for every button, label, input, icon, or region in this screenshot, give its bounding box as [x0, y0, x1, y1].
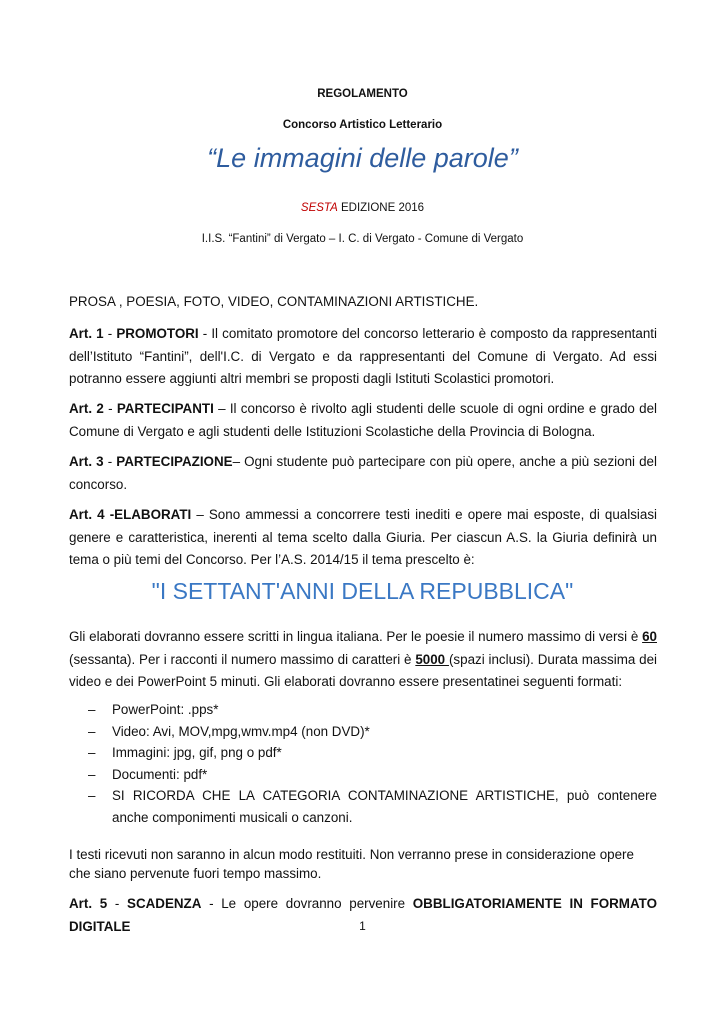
article-number: Art. 1 — [69, 326, 104, 341]
list-item — [88, 721, 657, 743]
max-characters: 5000 — [415, 651, 449, 667]
article-sep: - — [107, 896, 128, 911]
article-text: - Il comitato promotore del concorso letterario è composto da rappresentanti dell’Istituto “Fantini”, dell'I.C. di Vergato e da rappresentanti del Comune di Vergato. Ad essi potranno essere aggiunti altri membri se proposti dagli Istituti Scolastici promotori. — [69, 326, 657, 386]
organizers-line: I.I.S. “Fantini” di Vergato – I. C. di Vergato - Comune di Vergato — [201, 233, 524, 245]
article-2 — [69, 398, 657, 443]
sections-line: PROSA , POESIA, FOTO, VIDEO, CONTAMINAZIONI ARTISTICHE. — [69, 294, 479, 309]
list-item-text: Video: Avi, MOV,mpg,wmv.mp4 (non DVD)* — [112, 723, 370, 739]
article-number: Art. 5 — [69, 896, 108, 911]
doc-label: REGOLAMENTO — [317, 88, 408, 100]
article-number: Art. 3 — [69, 454, 104, 469]
article-3 — [69, 451, 657, 496]
list-item — [88, 764, 657, 786]
article-heading: PROMOTORI — [116, 326, 199, 341]
dash-marker: – — [88, 766, 96, 782]
elaborati-text-3: (spazi inclusi). Durata massima dei video e dei PowerPoint 5 minuti. Gli elaborati dovranno essere presentatinei seguenti formati: — [69, 651, 658, 689]
dash-marker: – — [88, 788, 96, 803]
return-policy: I testi ricevuti non saranno in alcun modo restituiti. Non verranno prese in considerazione opere che siano pervenute fuori tempo massimo. — [69, 847, 634, 881]
contest-theme: "I SETTANT'ANNI DELLA REPUBBLICA" — [151, 578, 574, 604]
elaborati-text-2: (sessanta). Per i racconti il numero massimo di caratteri è — [69, 651, 416, 667]
article-text: – Il concorso è rivolto agli studenti delle scuole di ogni ordine e grado del Comune di Vergato e agli studenti delle Istituzioni Scolastiche della Provincia di Bologna. — [69, 401, 657, 439]
article-number: Art. 2 — [69, 401, 104, 416]
article-heading: SCADENZA — [127, 896, 202, 911]
article-heading: PARTECIPAZIONE — [116, 454, 233, 469]
article-heading: -ELABORATI — [109, 507, 192, 522]
article-1 — [69, 323, 657, 391]
list-item — [88, 742, 657, 764]
elaborati-paragraph — [69, 626, 657, 694]
article-text: - Le opere dovranno pervenire — [201, 896, 413, 911]
article-sep: - — [103, 326, 117, 341]
list-item — [88, 699, 657, 721]
article-number: Art. 4 — [69, 507, 105, 522]
list-item-text: Immagini: jpg, gif, png o pdf* — [112, 745, 282, 760]
contest-subtitle: Concorso Artistico Letterario — [282, 119, 443, 131]
page-number: 1 — [359, 919, 366, 933]
article-sep: - — [103, 454, 117, 469]
edition-line — [0, 202, 725, 214]
list-item-text: SI RICORDA CHE LA CATEGORIA CONTAMINAZIONE ARTISTICHE, può contenere anche componimenti musicali o canzoni. — [112, 788, 657, 825]
elaborati-text-1: Gli elaborati dovranno essere scritti in lingua italiana. Per le poesie il numero massimo di versi è — [69, 629, 643, 644]
dash-marker: – — [88, 745, 96, 760]
formats-list — [88, 699, 657, 828]
contest-title: “Le immagini delle parole” — [207, 143, 518, 173]
article-text: – Ogni studente può partecipare con più opere, anche a più sezioni del concorso. — [69, 454, 657, 492]
dash-marker: – — [88, 723, 96, 739]
list-item-text: Documenti: pdf* — [112, 766, 208, 782]
article-bold-tail: OBBLIGATORIAMENTE IN FORMATO DIGITALE — [69, 896, 657, 934]
dash-marker: – — [88, 702, 96, 717]
max-verses: 60 — [642, 629, 657, 644]
article-sep: - — [103, 401, 117, 416]
edition-rest: EDIZIONE 2016 — [337, 202, 425, 214]
article-heading: PARTECIPANTI — [116, 401, 214, 416]
list-item — [88, 785, 657, 828]
list-item-text: PowerPoint: .pps* — [112, 702, 219, 717]
article-4 — [69, 504, 657, 572]
article-text: – Sono ammessi a concorrere testi inediti e opere mai esposte, di qualsiasi genere e caratteristica, inerenti al tema scelto dalla Giuria. Per ciascun A.S. la Giuria definirà un tema o più temi del Concorso. Per l’A.S. 2014/15 il tema prescelto è: — [69, 507, 657, 567]
edition-highlight: SESTA — [300, 202, 338, 214]
